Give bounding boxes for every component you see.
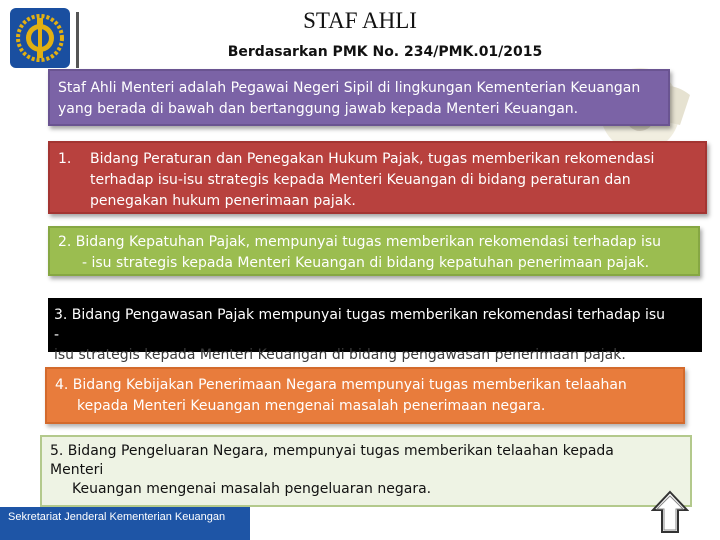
item-3-faded-line: isu strategis kepada Menteri Keuangan di bidang pengawasan penerimaan pajak. (54, 347, 626, 363)
item-2-box (48, 226, 700, 276)
page-subtitle: Berdasarkan PMK No. 234/PMK.01/2015 (227, 44, 543, 60)
item-1-box (48, 141, 707, 214)
item-3-dash: - (54, 327, 60, 343)
item-5-box (40, 435, 692, 507)
item-2-first-line: 2. Bidang Kepatuhan Pajak, mempunyai tugas memberikan rekomendasi terhadap isu (58, 234, 662, 250)
item-1-title: Bidang Peraturan dan Penegakan Hukum Pajak, tugas memberikan rekomendasi (90, 151, 655, 167)
item-5-line-2: Menteri (50, 462, 104, 478)
item-2-line-2: - isu strategis kepada Menteri Keuangan di bidang kepatuhan penerimaan pajak. (82, 255, 650, 271)
item-1-number: 1. (58, 151, 72, 167)
item-5-line-1: 5. Bidang Pengeluaran Negara, mempunyai tugas memberikan telaahan kepada (50, 443, 614, 459)
item-5-line-3: Keuangan mengenai masalah pengeluaran negara. (72, 481, 432, 497)
footer-bar (0, 507, 250, 540)
item-1-line-2: terhadap isu-isu strategis kepada Menteri Keuangan di bidang peraturan dan (90, 172, 631, 188)
item-4-line-2: kepada Menteri Keuangan mengenai masalah penerimaan negara. (77, 398, 546, 414)
item-3-box (48, 298, 702, 363)
item-3-line-2 (54, 325, 696, 345)
item-1-line-3: penegakan hukum penerimaan pajak. (90, 193, 356, 209)
intro-box (48, 69, 670, 126)
item-4-first-line: 4. Bidang Kebijakan Penerimaan Negara mempunyai tugas memberikan telaahan (55, 377, 627, 393)
item-3-first-line: 3. Bidang Pengawasan Pajak mempunyai tugas memberikan rekomendasi terhadap isu (54, 307, 665, 323)
home-arrow-up-icon[interactable] (651, 490, 689, 534)
item-1-first-line (58, 149, 697, 170)
footer-text: Sekretariat Jenderal Kementerian Keuangan (8, 511, 226, 523)
intro-text: Staf Ahli Menteri adalah Pegawai Negeri Sipil di lingkungan Kementerian Keuangan yang berada di bawah dan bertanggung jawab kepada Menteri Keuangan. (58, 80, 641, 117)
item-4-box (45, 367, 685, 424)
page-title: STAF AHLI (303, 8, 417, 33)
